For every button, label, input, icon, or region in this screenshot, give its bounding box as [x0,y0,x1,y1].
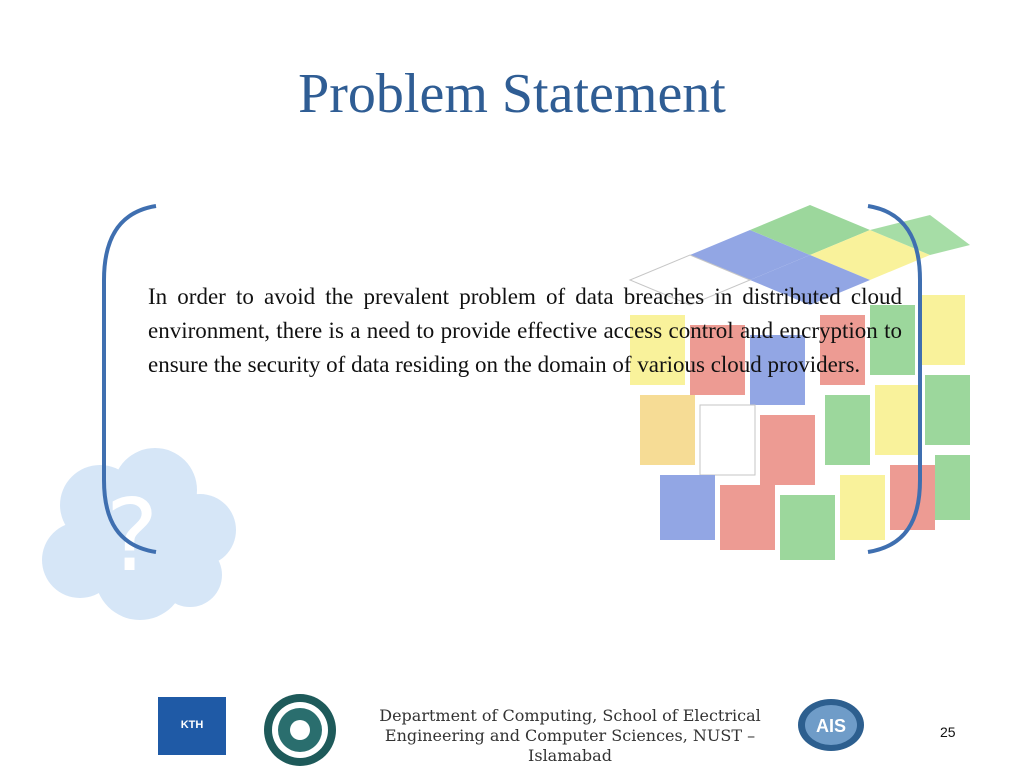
kth-logo-text: KTH [180,719,204,731]
ais-logo [796,697,866,753]
page-number: 25 [940,724,956,740]
nust-logo [262,692,338,768]
ais-logo-text: AIS [815,716,847,736]
department-footer: Department of Computing, School of Electrical Engineering and Computer Sciences, NUST – Islamabad [379,706,761,765]
problem-statement-text: In order to avoid the prevalent problem of data breaches in distributed cloud environment, there is a need to provide effective access control and encryption to ensure the security of data residing on the domain of various cloud providers. [148,284,902,377]
question-mark: ? [105,477,159,594]
kth-logo [158,697,226,755]
slide-title: Problem Statement [298,63,726,125]
